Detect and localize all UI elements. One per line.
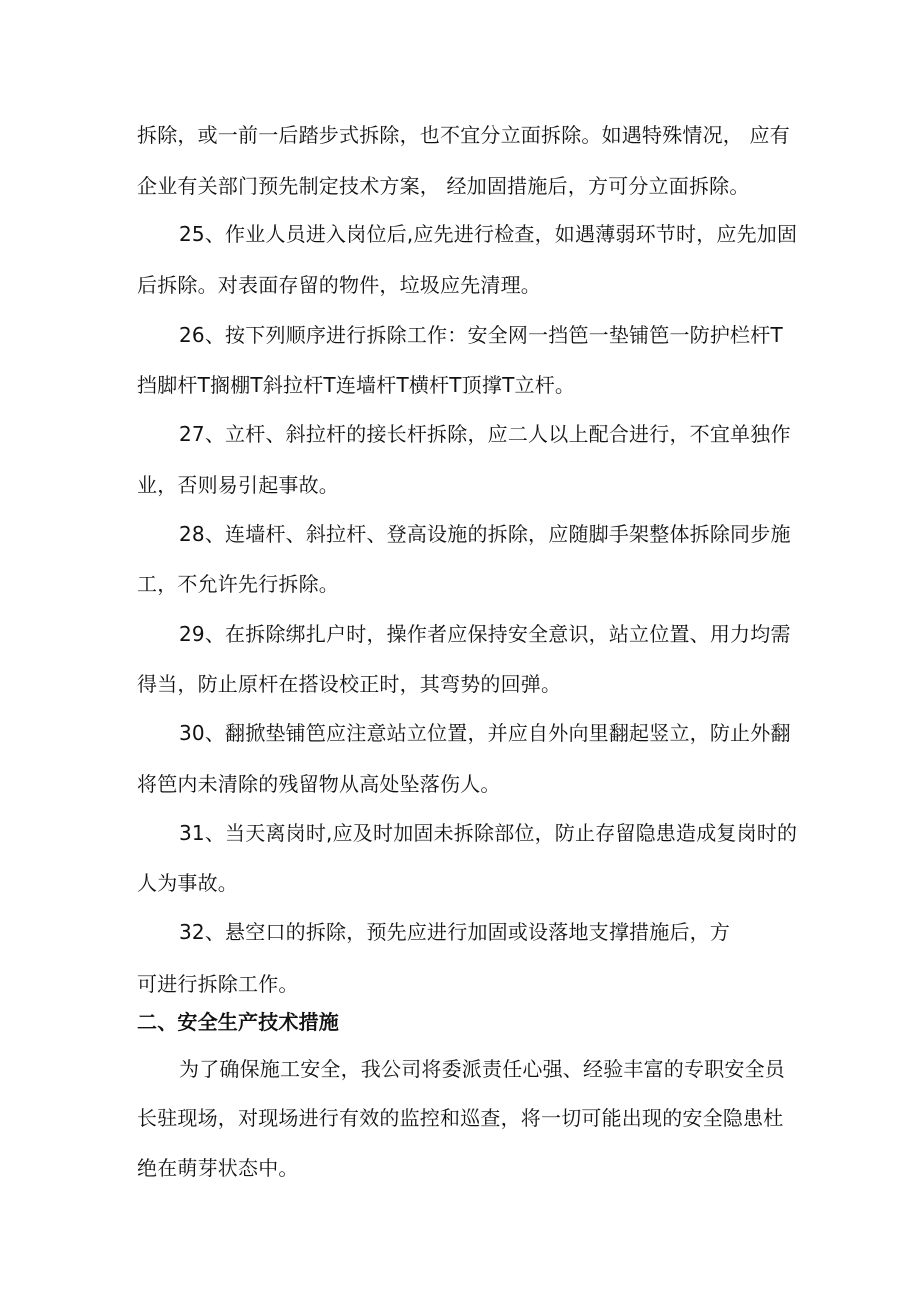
item-29-line-1: 29、在拆除绑扎户时，操作者应保持安全意识，站立位置、用力均需 bbox=[179, 622, 791, 646]
item-32-line-2: 可进行拆除工作。 bbox=[137, 972, 299, 996]
item-26-line-1: 26、按下列顺序进行拆除工作：安全网一挡笆一垫铺笆一防护栏杆T bbox=[179, 323, 783, 347]
section-heading: 二、安全生产技术措施 bbox=[137, 1010, 339, 1034]
section-paragraph-line-2: 长驻现场，对现场进行有效的监控和巡查，将一切可能出现的安全隐患杜 bbox=[137, 1106, 784, 1130]
item-26-line-2: 挡脚杆T搁棚T斜拉杆T连墙杆T横杆T顶撑T立杆。 bbox=[137, 373, 576, 397]
item-25-line-1: 25、作业人员进入岗位后,应先进行检查，如遇薄弱环节时，应先加固 bbox=[179, 222, 798, 246]
item-31-line-1: 31、当天离岗时,应及时加固未拆除部位，防止存留隐患造成复岗时的 bbox=[179, 821, 798, 845]
item-27-line-2: 业，否则易引起事故。 bbox=[137, 473, 339, 497]
item-30-line-1: 30、翻掀垫铺笆应注意站立位置，并应自外向里翻起竖立，防止外翻 bbox=[179, 721, 791, 745]
section-paragraph-line-3: 绝在萌芽状态中。 bbox=[137, 1156, 299, 1180]
item-25-line-2: 后拆除。对表面存留的物件，垃圾应先清理。 bbox=[137, 273, 541, 297]
item-31-line-2: 人为事故。 bbox=[137, 871, 238, 895]
item-28-line-1: 28、连墙杆、斜拉杆、登高设施的拆除，应随脚手架整体拆除同步施 bbox=[179, 522, 791, 546]
item-32-line-1: 32、悬空口的拆除，预先应进行加固或设落地支撑措施后，方 bbox=[179, 920, 731, 944]
item-27-line-1: 27、立杆、斜拉杆的接长杆拆除，应二人以上配合进行，不宜单独作 bbox=[179, 422, 791, 446]
section-paragraph-line-1: 为了确保施工安全，我公司将委派责任心强、经验丰富的专职安全员 bbox=[179, 1057, 785, 1081]
item-28-line-2: 工，不允许先行拆除。 bbox=[137, 572, 339, 596]
intro-line-1: 拆除，或一前一后踏步式拆除，也不宜分立面拆除。如遇特殊情况， 应有 bbox=[137, 123, 790, 147]
item-30-line-2: 将笆内未清除的残留物从高处坠落伤人。 bbox=[137, 772, 501, 796]
intro-line-2: 企业有关部门预先制定技术方案， 经加固措施后，方可分立面拆除。 bbox=[137, 174, 750, 198]
item-29-line-2: 得当，防止原杆在搭设校正时，其弯势的回弹。 bbox=[137, 672, 562, 696]
